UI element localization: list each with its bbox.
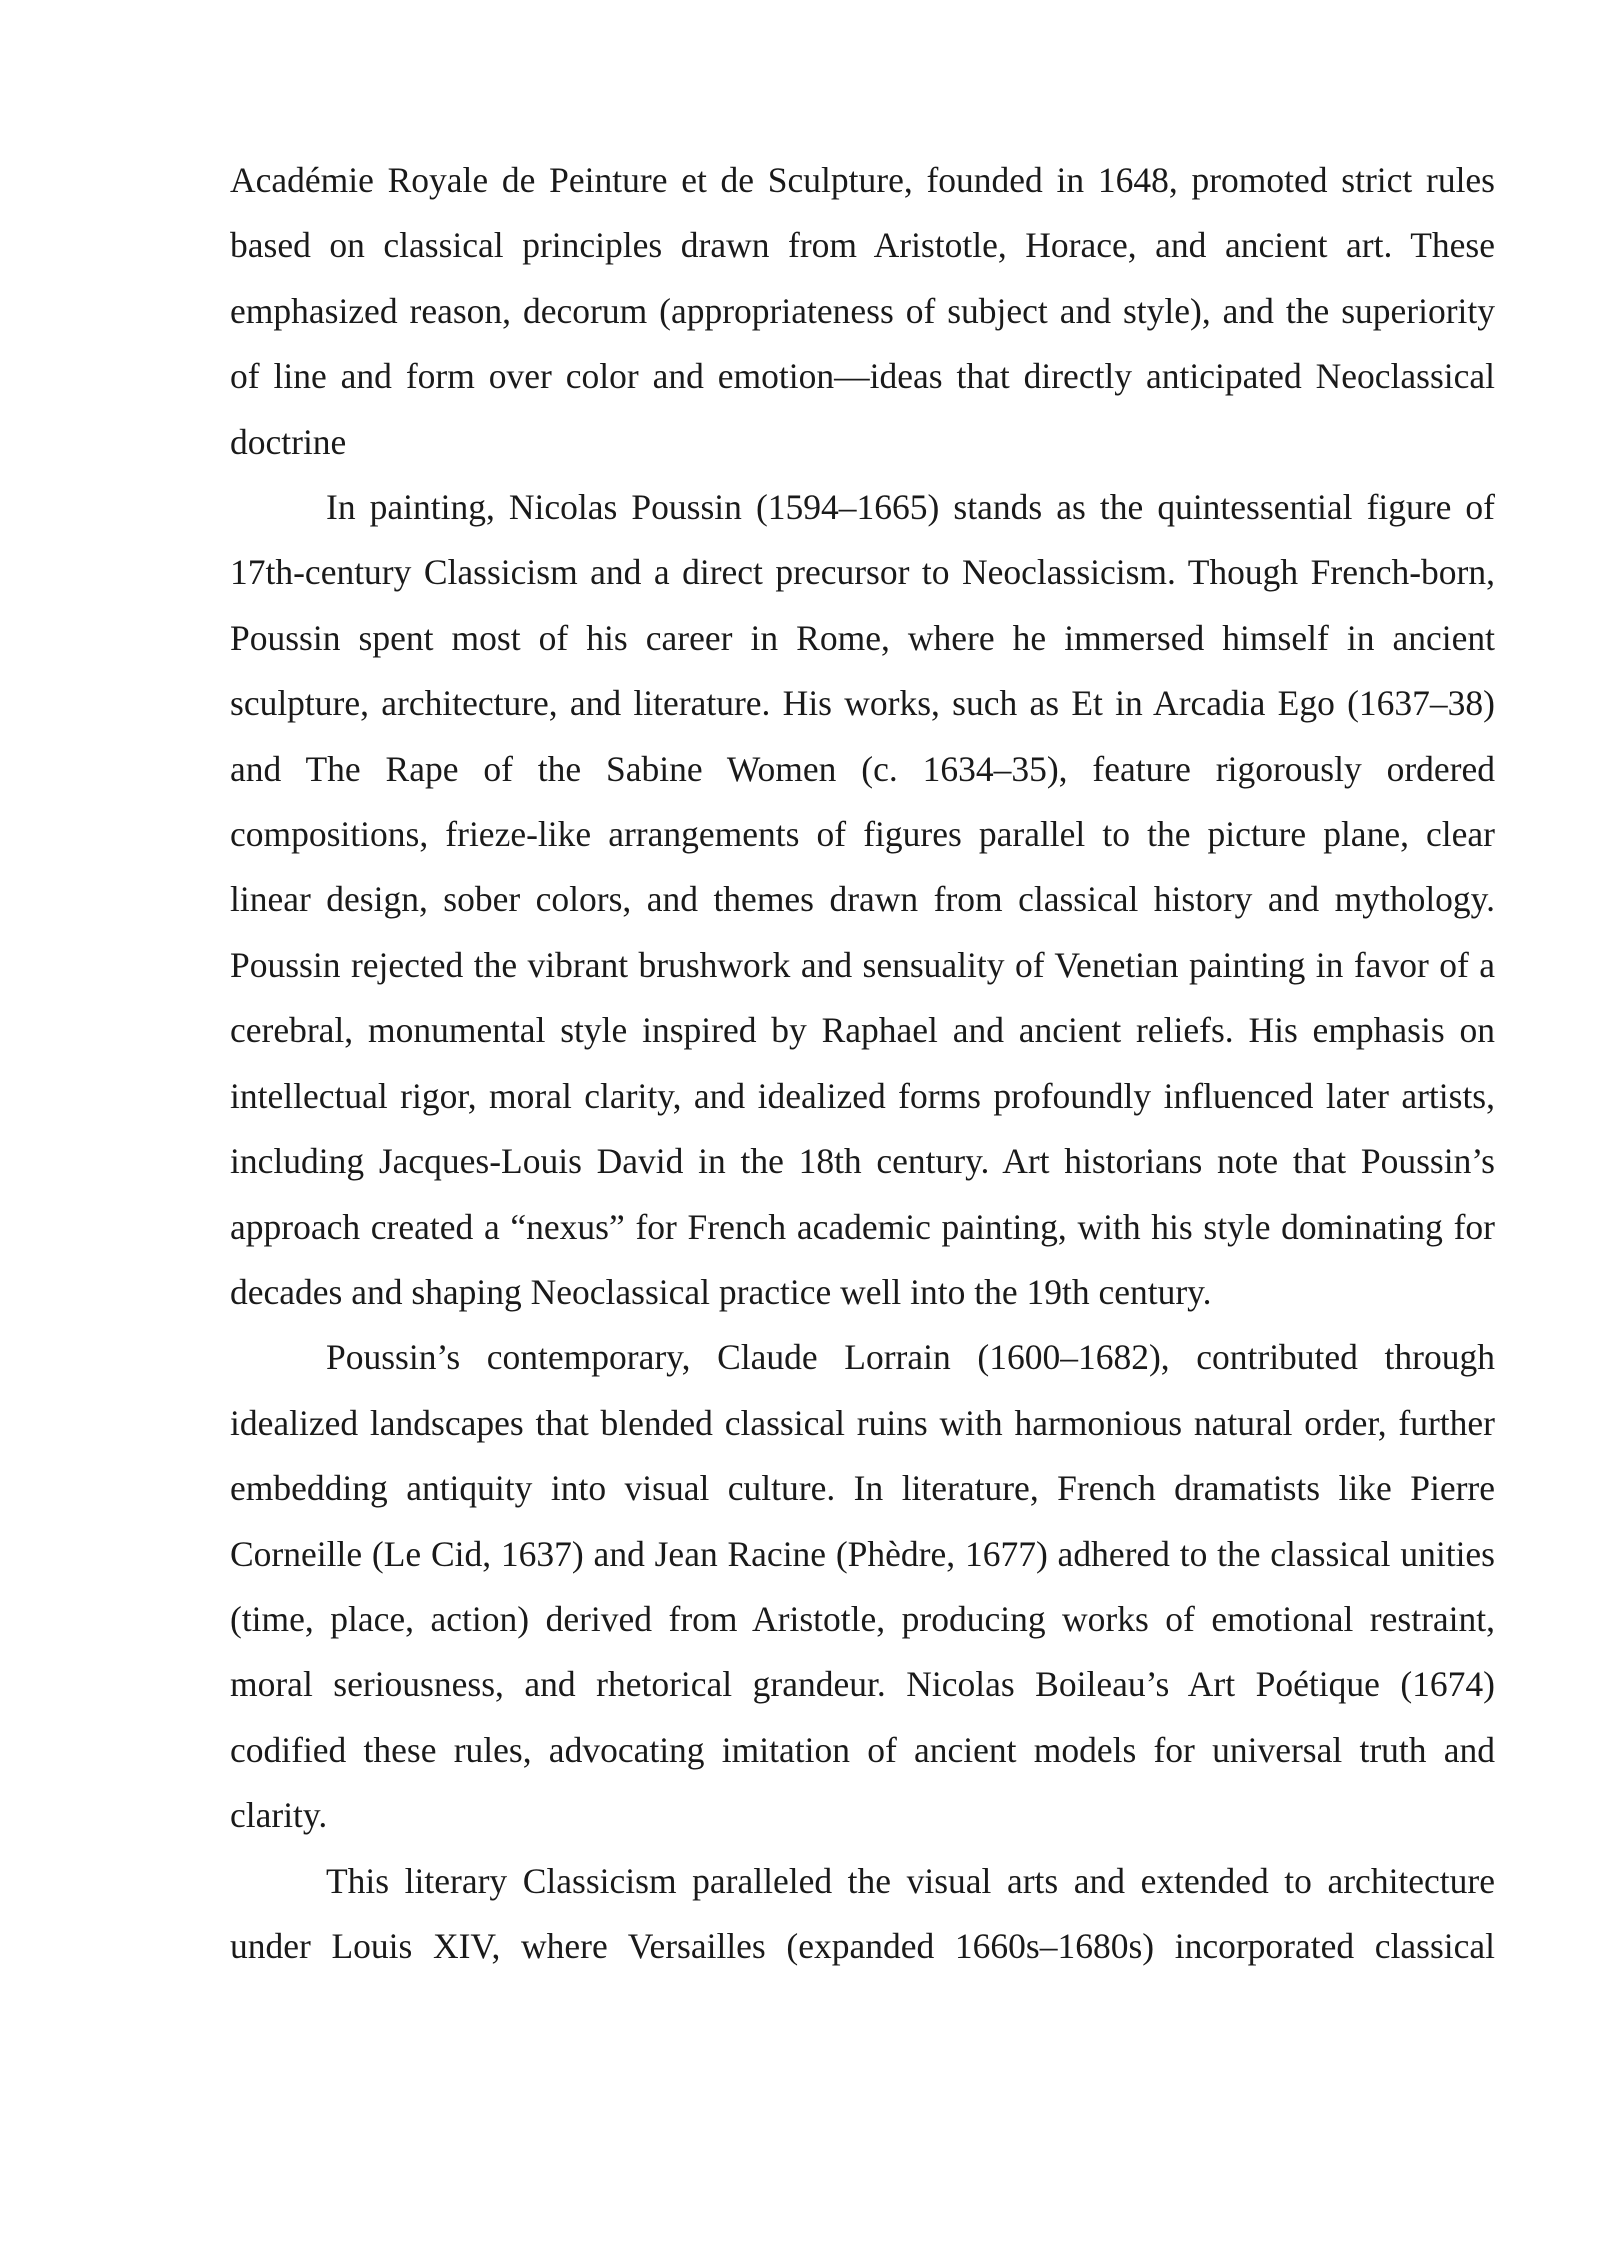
paragraph-academie: Académie Royale de Peinture et de Sculpture, founded in 1648, promoted strict rules based on classical principles drawn from Aristotle, Horace, and ancient art. These emphasized reason, decorum (appropriateness of subject and style), and the superiority of line and form over color and emotion—ideas that directly anticipated Neoclassical doctrine <box>230 160 1495 462</box>
body-text <box>230 148 1495 1979</box>
paragraph-literary-classicism: This literary Classicism paralleled the visual arts and extended to architecture under Louis XIV, where Versailles (expanded 1660s–1680s) incorporated classical <box>230 1860 1495 1966</box>
paragraph-poussin: In painting, Nicolas Poussin (1594–1665) stands as the quintessential figure of 17th-century Classicism and a direct precursor to Neoclassicism. Though French-born, Poussin spent most of his career in Rome, where he immersed himself in ancient sculpture, architecture, and literature. His works, such as Et in Arcadia Ego (1637–38) and The Rape of the Sabine Women (c. 1634–35), feature rigorously ordered compositions, frieze-like arrangements of figures parallel to the picture plane, clear linear design, sober colors, and themes drawn from classical history and mythology. Poussin rejected the vibrant brushwork and sensuality of Venetian painting in favor of a cerebral, monumental style inspired by Raphael and ancient reliefs. His emphasis on intellectual rigor, moral clarity, and idealized forms profoundly influenced later artists, including Jacques-Louis David in the 18th century. Art historians note that Poussin’s approach created a “nexus” for French academic painting, with his style dominating for decades and shaping Neoclassical practice well into the 19th century. <box>230 487 1495 1312</box>
paragraph-lorrain: Poussin’s contemporary, Claude Lorrain (1600–1682), contributed through idealized landscapes that blended classical ruins with harmonious natural order, further embedding antiquity into visual culture. In literature, French dramatists like Pierre Corneille (Le Cid, 1637) and Jean Racine (Phèdre, 1677) adhered to the classical unities (time, place, action) derived from Aristotle, producing works of emotional restraint, moral seriousness, and rhetorical grandeur. Nicolas Boileau’s Art Poétique (1674) codified these rules, advocating imitation of ancient models for universal truth and clarity. <box>230 1337 1495 1836</box>
